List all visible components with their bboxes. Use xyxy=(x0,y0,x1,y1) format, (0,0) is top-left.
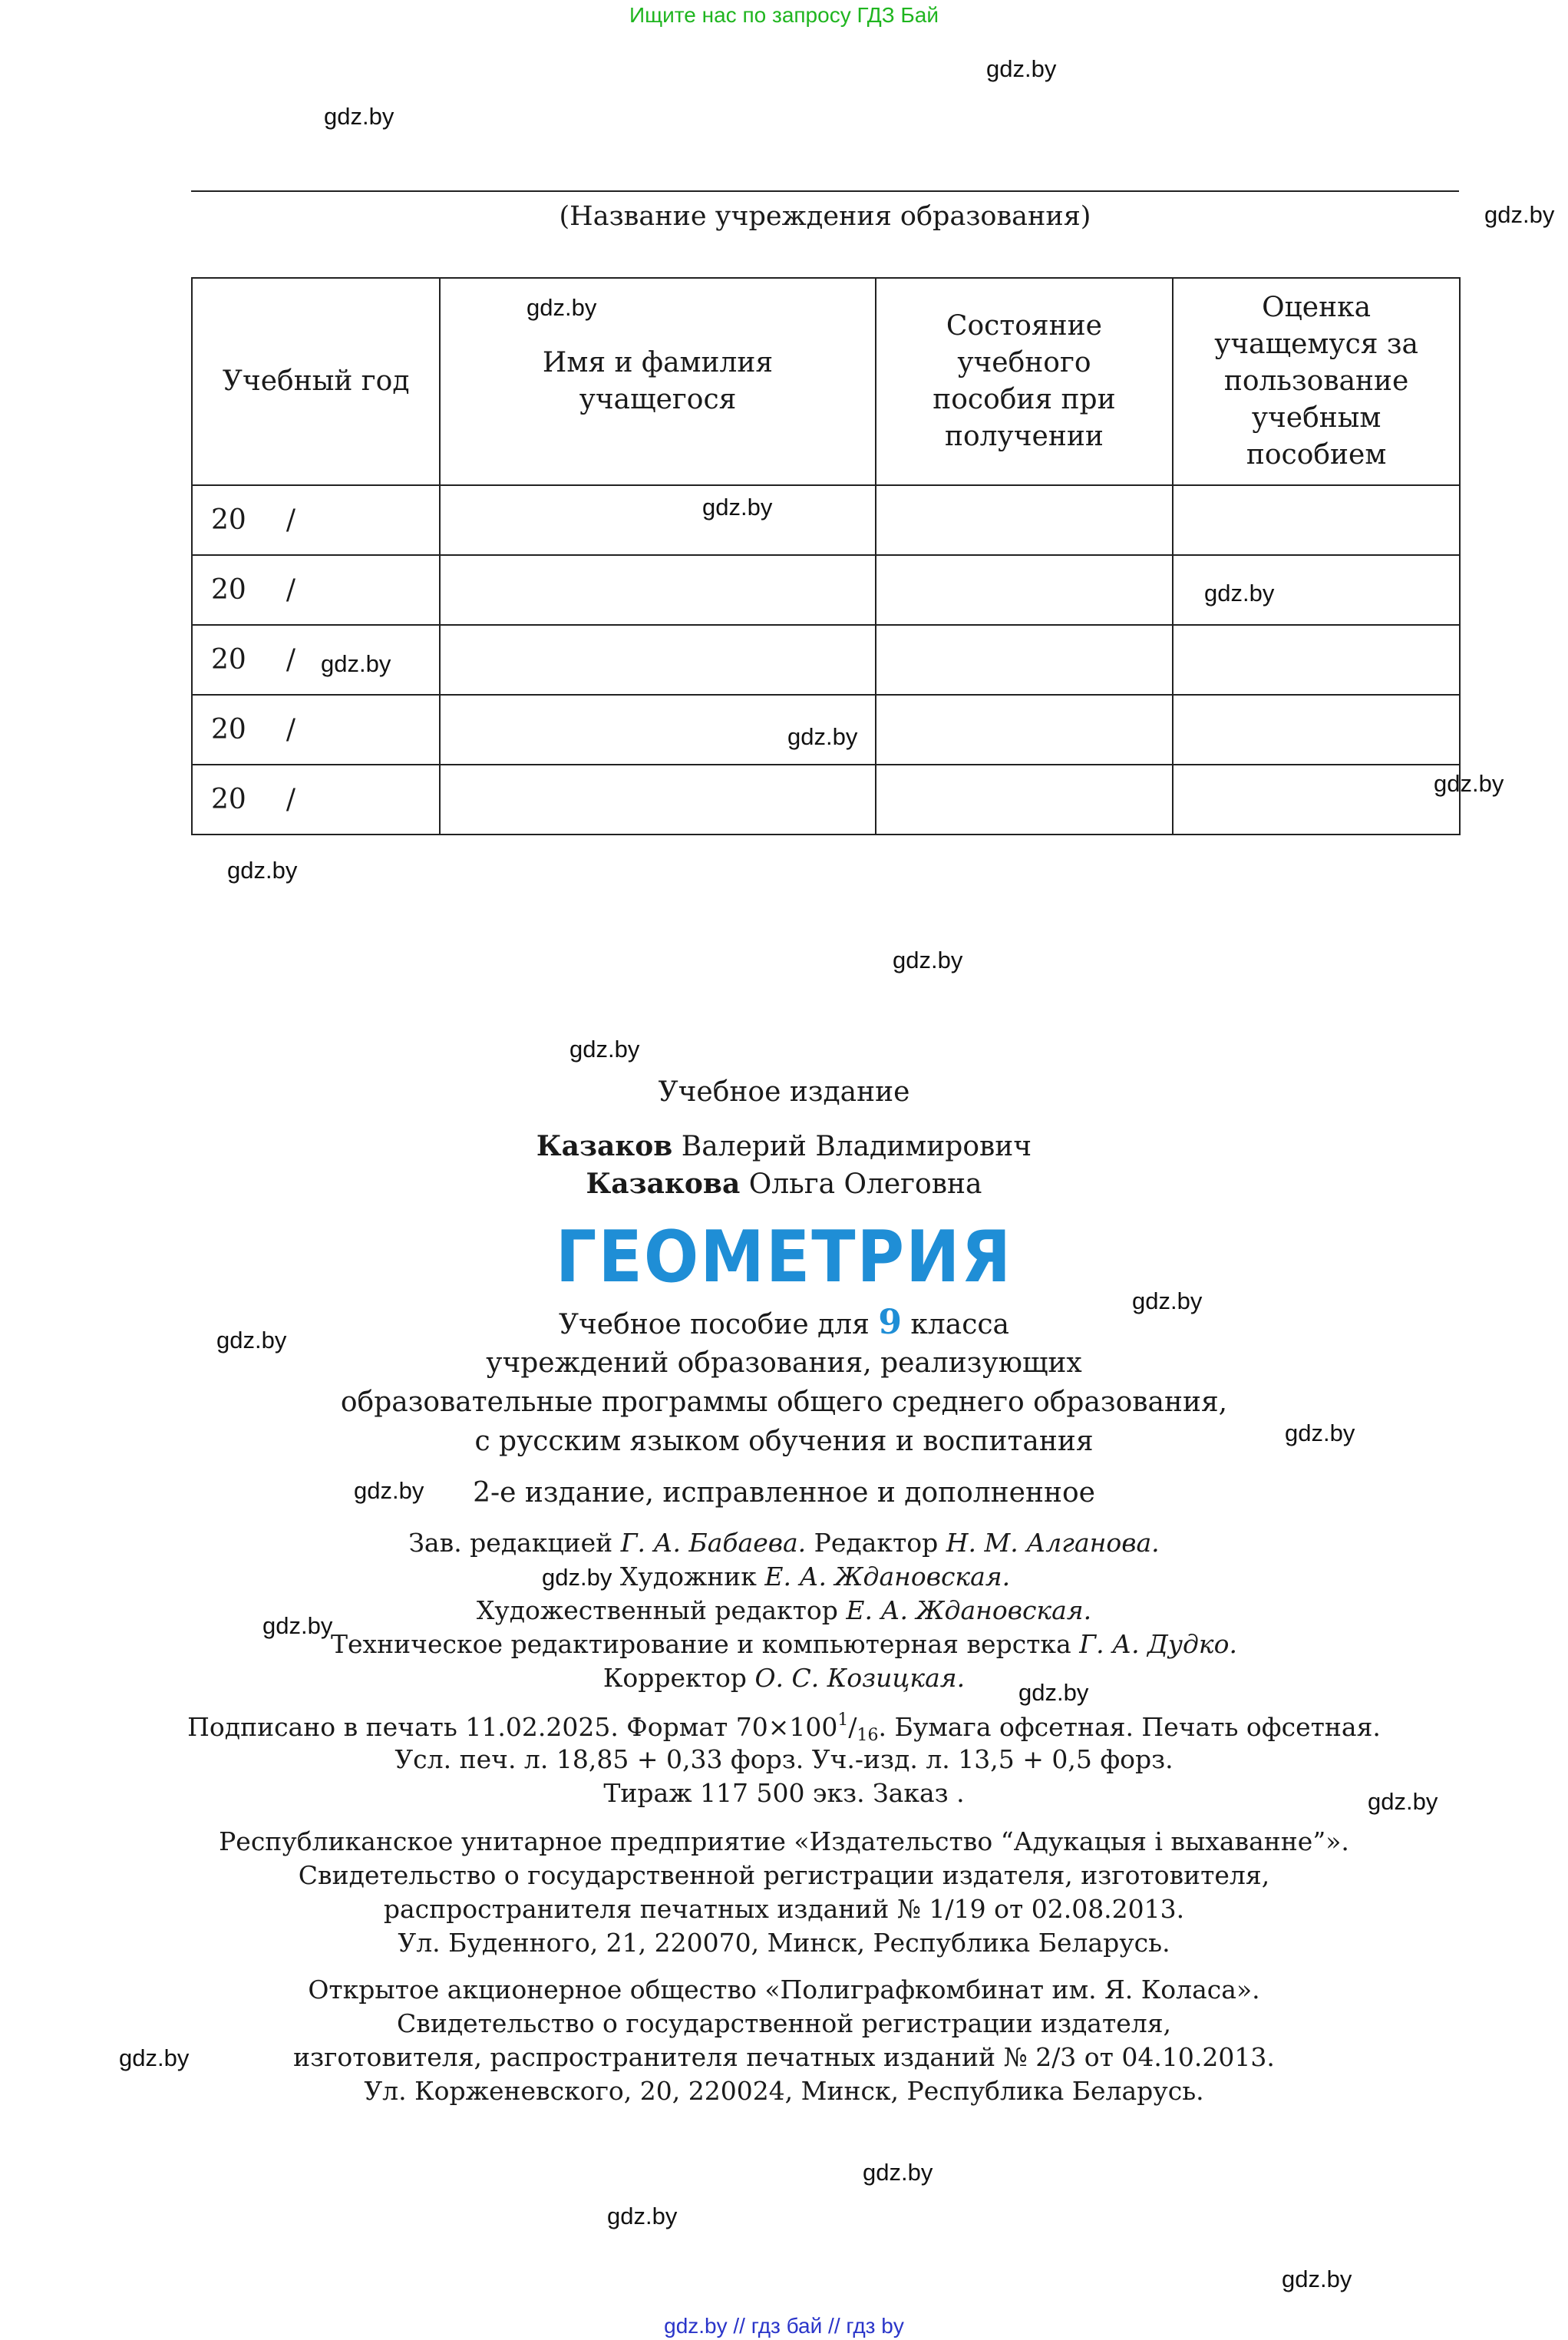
purpose-line-4: с русским языком обучения и воспитания xyxy=(474,1426,1094,1457)
condition-cell xyxy=(876,485,1174,555)
watermark: gdz.by xyxy=(216,1327,287,1353)
author-2: Казакова Ольга Олеговна xyxy=(586,1168,982,1200)
publisher-line-2: Свидетельство о государственной регистрации издателя, изготовителя, xyxy=(298,1860,1270,1890)
print-line-2: Усл. печ. л. 18,85 + 0,33 форз. Уч.-изд. л. 13,5 + 0,5 форз. xyxy=(394,1744,1174,1774)
watermark: gdz.by xyxy=(354,1477,424,1504)
year-cell: 20 / xyxy=(192,765,440,835)
purpose-line-1: Учебное пособие для 9 класса xyxy=(558,1303,1010,1342)
publisher-line-1: Республиканское унитарное предприятие «Издательство “Адукацыя і выхаванне”». xyxy=(219,1826,1349,1856)
watermark: gdz.by xyxy=(1368,1788,1438,1815)
institution-line xyxy=(191,190,1459,192)
watermark: gdz.by xyxy=(986,55,1057,82)
year-cell: 20 / xyxy=(192,555,440,625)
year-cell: 20 / xyxy=(192,485,440,555)
edition-type: Учебное издание xyxy=(658,1076,910,1108)
book-title: ГЕОМЕТРИЯ xyxy=(555,1215,1013,1298)
credits-line-2: gdz.by Художник Е. А. Ждановская. xyxy=(542,1562,1011,1591)
watermark: gdz.by xyxy=(527,294,597,321)
watermark: gdz.by xyxy=(607,2203,678,2229)
credits-line-3: Художественный редактор Е. А. Ждановская. xyxy=(476,1595,1092,1625)
edition-note: 2-е издание, исправленное и дополненное xyxy=(473,1477,1095,1509)
watermark: gdz.by xyxy=(227,857,298,884)
author-1: Казаков Валерий Владимирович xyxy=(536,1130,1032,1162)
watermark: gdz.by xyxy=(787,723,858,750)
col-header-grade: Оценка учащемуся за пользование учебным пособием xyxy=(1173,278,1460,485)
condition-cell xyxy=(876,625,1174,695)
year-cell: 20 / xyxy=(192,695,440,765)
table-header-row xyxy=(192,278,1460,485)
publisher-line-4: Ул. Буденного, 21, 220070, Минск, Республика Беларусь. xyxy=(398,1928,1170,1958)
watermark: gdz.by xyxy=(1282,2266,1352,2292)
watermark: gdz.by xyxy=(863,2159,933,2186)
col-header-year: Учебный год xyxy=(192,278,440,485)
table-row xyxy=(192,485,1460,555)
print-line-1: Подписано в печать 11.02.2025. Формат $70\times 100^1/_{16}$. Бумага офсетная. Печать офсетная. xyxy=(187,1710,1381,1745)
top-search-link[interactable]: Ищите нас по запросу ГДЗ Бай xyxy=(629,3,939,27)
watermark: gdz.by xyxy=(1018,1679,1089,1706)
col-header-student: Имя и фамилия учащегося xyxy=(440,278,875,485)
year-cell: 20 / xyxy=(192,625,440,695)
print-line-3: Тираж 117 500 экз. Заказ . xyxy=(603,1778,965,1808)
grade-cell xyxy=(1173,765,1460,835)
watermark: gdz.by xyxy=(1132,1287,1203,1314)
watermark: gdz.by xyxy=(321,650,391,677)
credits-line-1: Зав. редакцией Г. А. Бабаева. Редактор Н. М. Алганова. xyxy=(408,1528,1160,1558)
printer-line-1: Открытое акционерное общество «Полиграфкомбинат им. Я. Коласа». xyxy=(308,1975,1260,2005)
student-cell xyxy=(440,765,875,835)
watermark: gdz.by xyxy=(1484,201,1555,228)
printer-line-4: Ул. Корженевского, 20, 220024, Минск, Республика Беларусь. xyxy=(364,2076,1204,2106)
watermark: gdz.by xyxy=(324,103,394,130)
condition-cell xyxy=(876,695,1174,765)
grade-number: 9 xyxy=(878,1303,902,1342)
bottom-links[interactable]: gdz.by // гдз бай // гдз by xyxy=(664,2314,904,2338)
institution-caption: (Название учреждения образования) xyxy=(559,201,1091,232)
student-cell xyxy=(440,625,875,695)
publisher-line-3: распространителя печатных изданий № 1/19 от 02.08.2013. xyxy=(383,1894,1185,1924)
watermark: gdz.by xyxy=(262,1612,333,1639)
credits-line-4: Техническое редактирование и компьютерная верстка Г. А. Дудко. xyxy=(330,1629,1238,1659)
grade-cell xyxy=(1173,485,1460,555)
condition-cell xyxy=(876,555,1174,625)
col-header-condition: Состояние учебного пособия при получении xyxy=(876,278,1174,485)
table-row xyxy=(192,765,1460,835)
usage-register-table xyxy=(191,277,1461,835)
condition-cell xyxy=(876,765,1174,835)
watermark: gdz.by xyxy=(1434,770,1504,797)
student-cell xyxy=(440,485,875,555)
printer-line-2: Свидетельство о государственной регистрации издателя, xyxy=(397,2008,1171,2038)
watermark: gdz.by xyxy=(542,1564,612,1591)
grade-cell xyxy=(1173,625,1460,695)
student-cell xyxy=(440,555,875,625)
credits-line-5: Корректор О. С. Козицкая. xyxy=(602,1663,966,1693)
watermark: gdz.by xyxy=(1204,580,1275,606)
purpose-line-2: учреждений образования, реализующих xyxy=(486,1347,1082,1379)
watermark: gdz.by xyxy=(1285,1420,1355,1446)
watermark: gdz.by xyxy=(893,947,963,973)
printer-line-3: изготовителя, распространителя печатных изданий № 2/3 от 04.10.2013. xyxy=(293,2042,1275,2072)
watermark: gdz.by xyxy=(569,1036,640,1063)
watermark: gdz.by xyxy=(702,494,773,521)
grade-cell xyxy=(1173,695,1460,765)
purpose-line-3: образовательные программы общего среднего образования, xyxy=(340,1386,1228,1418)
watermark: gdz.by xyxy=(119,2044,190,2071)
